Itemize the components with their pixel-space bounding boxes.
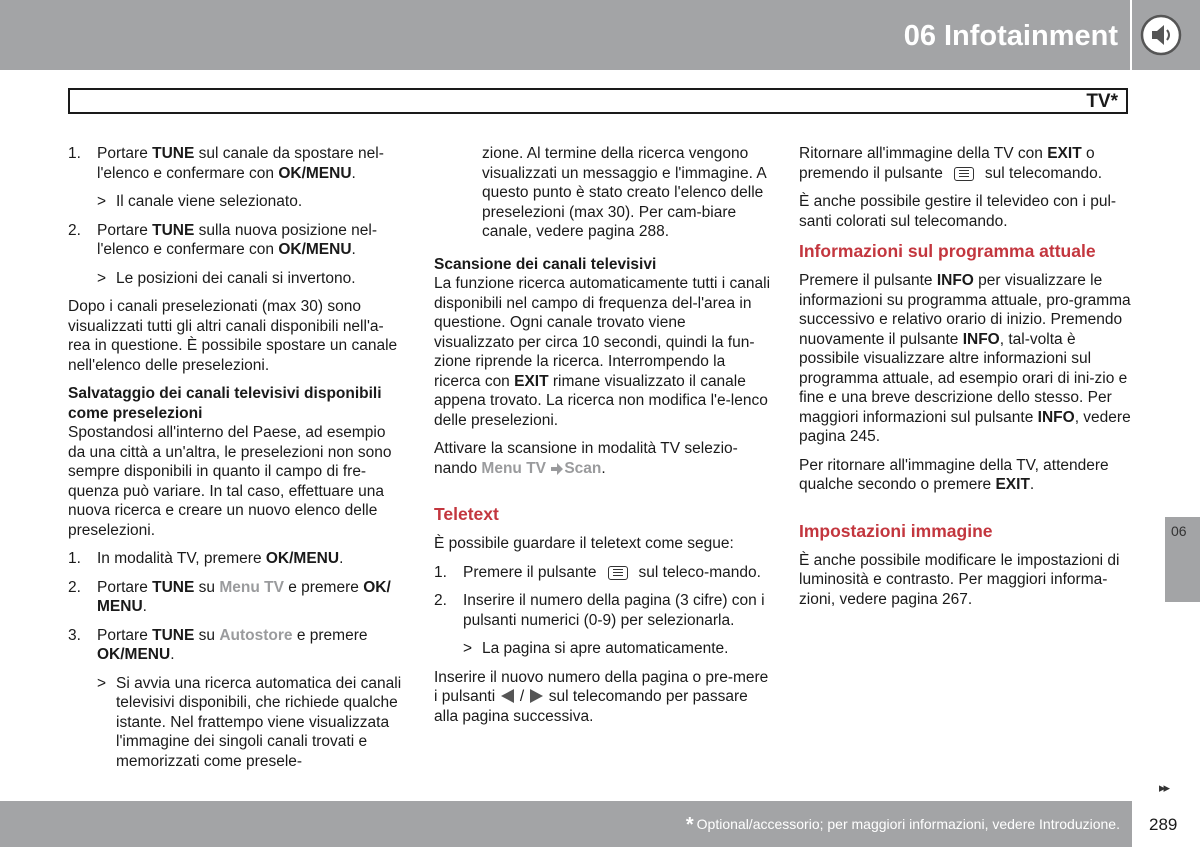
- list-item: [68, 549, 403, 569]
- section-label: TV*: [1086, 91, 1118, 112]
- step-text: Portare TUNE su Autostore e premere OK/MENU.: [97, 626, 368, 663]
- step-text: Portare TUNE sulla nuova posizione nel-l'elenco e confermare con OK/MENU.: [97, 221, 378, 258]
- arrow-left-icon: [500, 688, 516, 704]
- section-heading: Impostazioni immagine: [799, 520, 993, 541]
- paragraph: È possibile guardare il teletext come segue:: [434, 535, 734, 552]
- chapter-tab-label: 06: [1171, 523, 1187, 539]
- result-text: Il canale viene selezionato.: [116, 193, 303, 210]
- step-text: Premere il pulsante sul teleco-mando.: [463, 563, 761, 581]
- step-text: Portare TUNE su Menu TV e premere OK/ MENU.: [97, 578, 391, 615]
- teletext-heading: Teletext: [434, 504, 499, 524]
- result-marker: >: [463, 640, 473, 657]
- paragraph: Dopo i canali preselezionati (max 30) sono visualizzati tutti gli altri canali disponibili nell'a-rea in questione. È possibile spostare un canale nell'elenco delle preselezioni.: [68, 298, 398, 374]
- column-3: [799, 144, 1134, 618]
- paragraph: Per ritornare all'immagine della TV, attendere qualche secondo o premere EXIT.: [799, 456, 1109, 493]
- list-item: [68, 144, 403, 183]
- list-item: [434, 591, 770, 630]
- column-1: [68, 144, 403, 780]
- list-item: [434, 563, 770, 583]
- column-2: [434, 144, 770, 735]
- paragraph: Attivare la scansione in modalità TV selezio-nando Menu TV Scan.: [434, 440, 738, 477]
- paragraph: È anche possibile modificare le impostazioni di luminosità e contrasto. Per maggiori informa-zioni, vedere pagina 267.: [799, 551, 1120, 608]
- result-marker: >: [97, 269, 107, 287]
- list-item: [68, 578, 403, 617]
- arrow-right-icon: [550, 462, 564, 476]
- subheading: Scansione dei canali televisivi: [434, 255, 657, 273]
- step-number: 1.: [68, 145, 81, 162]
- subheading: Salvataggio dei canali televisivi disponibili come preselezioni: [68, 385, 382, 422]
- step-number: 1.: [68, 550, 81, 567]
- step-text: In modalità TV, premere OK/MENU.: [97, 550, 344, 567]
- step-number: 1.: [434, 563, 447, 581]
- paragraph: Inserire il nuovo numero della pagina o pre-mere i pulsanti / sul telecomando per passare alla pagina successiva.: [434, 668, 769, 725]
- step-number: 2.: [68, 578, 81, 596]
- result-text: Si avvia una ricerca automatica dei canali televisivi disponibili, che richiede qualche istante. Nel frattempo viene visualizzata l'immagine dei singoli canali trovati e memorizzati come presele-: [116, 674, 402, 770]
- paragraph: Spostandosi all'interno del Paese, ad esempio da una città a un'altra, le preselezioni non sono sempre disponibili in quanto il campo di fre-quenza può variare. In tal caso, effettuare una nuova ricerca e creare un nuovo elenco delle preselezioni.: [68, 424, 392, 539]
- step-text: Inserire il numero della pagina (3 cifre) con i pulsanti numerici (0-9) per selezionarla.: [463, 592, 765, 629]
- result-line: [97, 269, 403, 289]
- step-number: 2.: [434, 592, 447, 609]
- step-number: 3.: [68, 626, 81, 644]
- list-item: [68, 221, 403, 260]
- result-text: La pagina si apre automaticamente.: [482, 640, 729, 657]
- result-marker: >: [97, 193, 107, 210]
- teletext-button-icon: [954, 167, 974, 181]
- step-text: Portare TUNE sul canale da spostare nel-l'elenco e confermare con OK/MENU.: [97, 145, 384, 182]
- step-number: 2.: [68, 221, 81, 239]
- result-line: [97, 192, 403, 212]
- speaker-icon: [1140, 14, 1182, 56]
- page-number: 289: [1149, 815, 1178, 834]
- continued-text: zione. Al termine della ricerca vengono visualizzati un messaggio e l'immagine. A questo punto è stato creato l'elenco delle preselezioni (max 30). Per cam-biare canale, vedere pagina 288.: [482, 145, 766, 240]
- paragraph: Premere il pulsante INFO per visualizzare le informazioni su programma attuale, pro-gramma successivo e relativo orario di inizio. Premendo nuovamente il pulsante INFO, tal-volta è possibile visualizzare altre informazioni sul programma attuale, ad esempio orari di ini-zio e fine e una breve descrizione dello stesso. Per maggiori informazioni sul pulsante INFO, vedere pagina 245.: [799, 272, 1131, 445]
- result-marker: >: [97, 674, 107, 692]
- list-item: [68, 626, 403, 665]
- arrow-right-icon: [528, 688, 544, 704]
- result-line: [463, 639, 770, 659]
- result-line: [97, 674, 403, 772]
- teletext-button-icon: [608, 566, 628, 580]
- paragraph: È anche possibile gestire il televideo con i pul-santi colorati sul telecomando.: [799, 193, 1117, 230]
- section-bar: [68, 88, 1128, 114]
- footer-note: * Optional/accessorio; per maggiori informazioni, vedere Introduzione.: [685, 814, 1120, 836]
- result-text: Le posizioni dei canali si invertono.: [116, 269, 356, 287]
- paragraph: La funzione ricerca automaticamente tutti i canali disponibili nel campo di frequenza del-l'area in questione. Ogni canale trovato viene visualizzato per circa 10 secondi, quindi la fun-zione riprende la ricerca. Interrompendo la ricerca con EXIT rimane visualizzato il canale appena trovato. La ricerca non modifica l'e-lenco delle preselezioni.: [434, 275, 771, 429]
- section-heading: Informazioni sul programma attuale: [799, 241, 1096, 261]
- continue-marker: ▸▸: [1159, 780, 1169, 795]
- chapter-title: 06 Infotainment: [903, 20, 1118, 52]
- paragraph: Ritornare all'immagine della TV con EXIT o premendo il pulsante sul telecomando.: [799, 145, 1103, 182]
